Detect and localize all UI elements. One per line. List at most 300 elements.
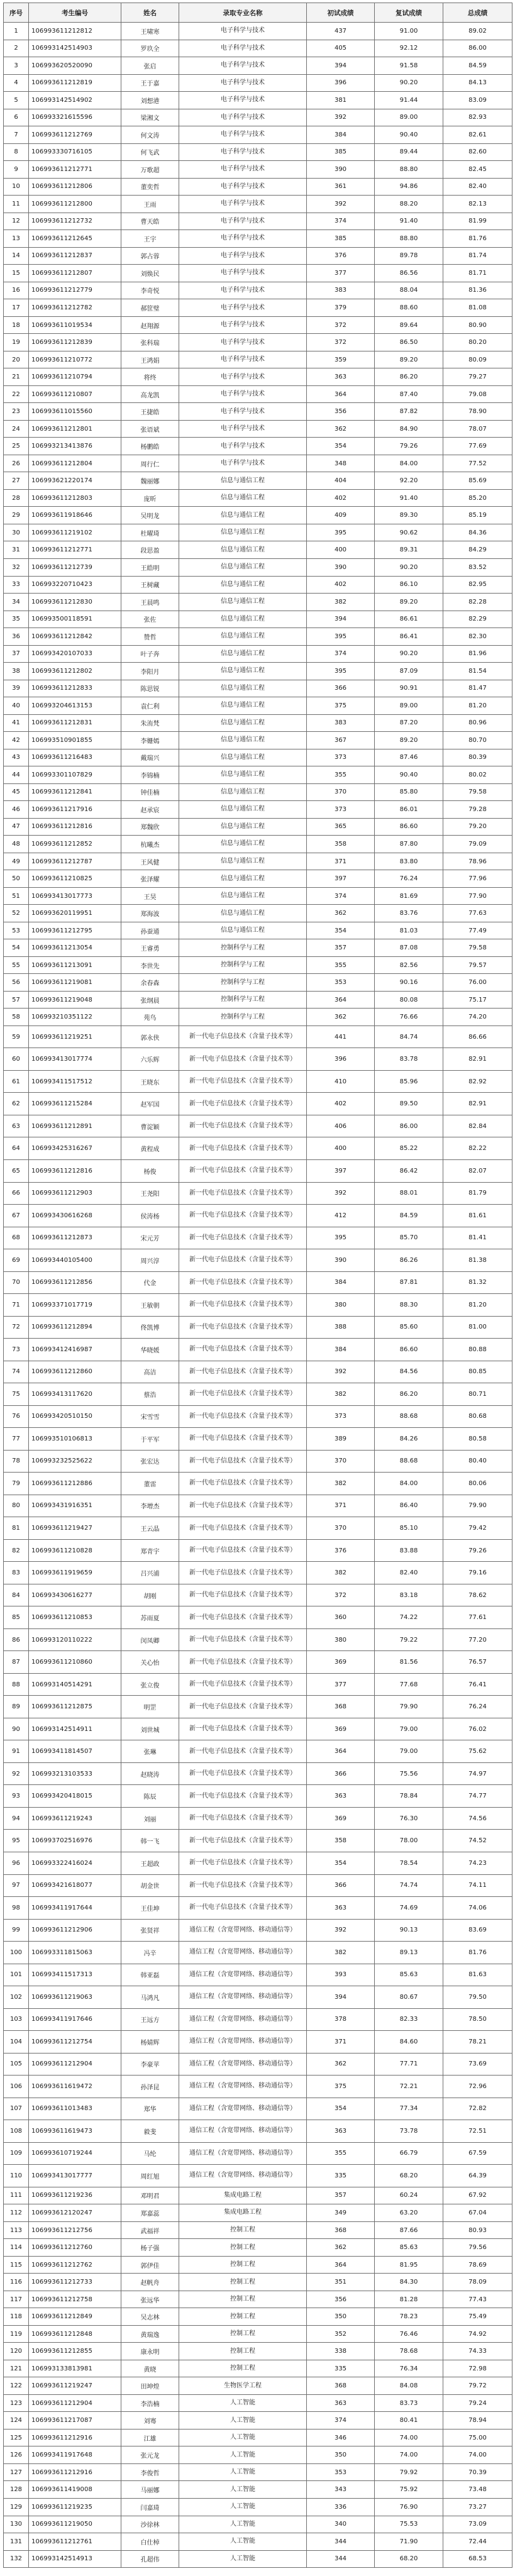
retest-score: 83.80 <box>375 853 443 870</box>
student-name: 段思盈 <box>121 541 179 559</box>
initial-score: 392 <box>307 109 375 126</box>
table-row <box>4 905 512 922</box>
total-score: 81.76 <box>443 1942 512 1964</box>
major-name: 人工智能 <box>179 2533 307 2551</box>
major-name: 信息与通信工程 <box>179 801 307 819</box>
row-index: 130 <box>4 2516 29 2533</box>
exam-number: 106993611212848 <box>29 2325 121 2343</box>
exam-number: 106993321615596 <box>29 109 121 126</box>
retest-score: 86.10 <box>375 576 443 594</box>
table-row <box>4 887 512 905</box>
student-name: 罗玖全 <box>121 40 179 57</box>
exam-number: 106993142514902 <box>29 92 121 109</box>
row-index: 48 <box>4 836 29 853</box>
total-score: 78.96 <box>443 853 512 870</box>
row-index: 116 <box>4 2274 29 2291</box>
retest-score: 84.30 <box>375 2274 443 2291</box>
table-row <box>4 351 512 368</box>
total-score: 84.13 <box>443 74 512 92</box>
major-name: 控制工程 <box>179 2221 307 2239</box>
total-score: 75.00 <box>443 2429 512 2446</box>
column-header-initial-score: 初试成绩 <box>307 3 375 23</box>
exam-number: 106993611212771 <box>29 541 121 559</box>
major-name: 新一代电子信息技术（含量子技术等） <box>179 1473 307 1495</box>
student-name: 王超政 <box>121 1852 179 1874</box>
row-index: 64 <box>4 1137 29 1160</box>
initial-score: 349 <box>307 2204 375 2222</box>
row-index: 80 <box>4 1495 29 1517</box>
row-index: 4 <box>4 74 29 92</box>
row-index: 36 <box>4 628 29 646</box>
major-name: 新一代电子信息技术（含量子技术等） <box>179 1495 307 1517</box>
exam-number: 106993611918646 <box>29 507 121 524</box>
student-name: 白仕棹 <box>121 2533 179 2551</box>
total-score: 76.57 <box>443 1651 512 1674</box>
major-name: 信息与通信工程 <box>179 922 307 939</box>
row-index: 29 <box>4 507 29 524</box>
total-score: 82.84 <box>443 1115 512 1137</box>
student-name: 马丽娜 <box>121 2481 179 2499</box>
major-name: 电子科学与技术 <box>179 265 307 282</box>
table-row <box>4 870 512 888</box>
student-name: 李姗嫣 <box>121 732 179 749</box>
row-index: 79 <box>4 1473 29 1495</box>
table-row <box>4 213 512 230</box>
table-row <box>4 489 512 507</box>
table-row <box>4 1115 512 1137</box>
table-row <box>4 991 512 1009</box>
student-name: 张泽耀 <box>121 870 179 888</box>
table-row <box>4 2446 512 2464</box>
exam-number: 106993621220174 <box>29 472 121 490</box>
retest-score: 91.00 <box>375 23 443 40</box>
row-index: 8 <box>4 143 29 161</box>
admission-table <box>3 3 512 2568</box>
initial-score: 375 <box>307 2076 375 2098</box>
row-index: 15 <box>4 265 29 282</box>
student-name: 马鸿凡 <box>121 1986 179 2009</box>
total-score: 82.22 <box>443 1137 512 1160</box>
student-name: 王树藏 <box>121 576 179 594</box>
major-name: 电子科学与技术 <box>179 299 307 317</box>
major-name: 新一代电子信息技术（含量子技术等） <box>179 1852 307 1874</box>
exam-number: 106993620520090 <box>29 57 121 75</box>
total-score: 83.69 <box>443 1919 512 1942</box>
initial-score: 374 <box>307 2412 375 2430</box>
exam-number: 106993611217087 <box>29 2412 121 2430</box>
retest-score: 74.69 <box>375 1897 443 1920</box>
total-score: 85.20 <box>443 489 512 507</box>
initial-score: 371 <box>307 1495 375 1517</box>
total-score: 79.28 <box>443 801 512 819</box>
retest-score: 82.56 <box>375 956 443 974</box>
retest-score: 88.68 <box>375 1405 443 1428</box>
table-row <box>4 1942 512 1964</box>
total-score: 77.43 <box>443 2291 512 2308</box>
retest-score: 89.00 <box>375 109 443 126</box>
total-score: 80.88 <box>443 1339 512 1361</box>
major-name: 通信工程（含宽带网络、移动通信等） <box>179 2031 307 2054</box>
retest-score: 66.79 <box>375 2142 443 2165</box>
table-row <box>4 2291 512 2308</box>
student-name: 周行仁 <box>121 455 179 472</box>
retest-score: 81.95 <box>375 2256 443 2274</box>
major-name: 信息与通信工程 <box>179 732 307 749</box>
retest-score: 79.90 <box>375 1696 443 1718</box>
retest-score: 85.60 <box>375 1316 443 1339</box>
student-name: 张启 <box>121 57 179 75</box>
student-name: 杭曦杰 <box>121 836 179 853</box>
initial-score: 441 <box>307 1025 375 1048</box>
student-name: 郑华 <box>121 2098 179 2120</box>
initial-score: 395 <box>307 663 375 680</box>
retest-score: 85.63 <box>375 1964 443 1986</box>
retest-score: 89.20 <box>375 351 443 368</box>
exam-number: 106993611212645 <box>29 230 121 248</box>
student-name: 赵帆舟 <box>121 2274 179 2291</box>
total-score: 67.92 <box>443 2187 512 2204</box>
table-row <box>4 766 512 784</box>
table-row <box>4 282 512 299</box>
exam-number: 106993611210853 <box>29 1606 121 1629</box>
retest-score: 79.00 <box>375 1740 443 1763</box>
retest-score: 73.78 <box>375 2120 443 2143</box>
major-name: 电子科学与技术 <box>179 351 307 368</box>
retest-score: 86.56 <box>375 265 443 282</box>
major-name: 电子科学与技术 <box>179 23 307 40</box>
initial-score: 363 <box>307 1897 375 1920</box>
exam-number: 106993611212812 <box>29 23 121 40</box>
row-index: 108 <box>4 2120 29 2143</box>
exam-number: 106993611212816 <box>29 818 121 836</box>
row-index: 105 <box>4 2053 29 2076</box>
student-name: 王宇 <box>121 230 179 248</box>
retest-score: 82.33 <box>375 2008 443 2031</box>
table-row <box>4 2187 512 2204</box>
initial-score: 371 <box>307 853 375 870</box>
initial-score: 344 <box>307 2550 375 2568</box>
row-index: 44 <box>4 766 29 784</box>
table-row <box>4 2429 512 2446</box>
exam-number: 106993142514913 <box>29 2550 121 2568</box>
table-row <box>4 1182 512 1205</box>
initial-score: 397 <box>307 1160 375 1183</box>
retest-score: 86.20 <box>375 1383 443 1406</box>
retest-score: 87.40 <box>375 385 443 403</box>
retest-score: 89.20 <box>375 732 443 749</box>
student-name: 高龙凯 <box>121 385 179 403</box>
total-score: 67.59 <box>443 2142 512 2165</box>
table-row <box>4 1160 512 1183</box>
exam-number: 106993611212841 <box>29 783 121 801</box>
major-name: 新一代电子信息技术（含量子技术等） <box>179 1651 307 1674</box>
exam-number: 106993611219251 <box>29 1025 121 1048</box>
row-index: 73 <box>4 1339 29 1361</box>
initial-score: 384 <box>307 1339 375 1361</box>
student-name: 李浩楠 <box>121 2394 179 2412</box>
student-name: 王皓明 <box>121 558 179 576</box>
row-index: 11 <box>4 196 29 213</box>
total-score: 80.93 <box>443 2221 512 2239</box>
major-name: 新一代电子信息技术（含量子技术等） <box>179 1070 307 1093</box>
student-name: 庞昕 <box>121 489 179 507</box>
initial-score: 363 <box>307 1785 375 1808</box>
student-name: 万歌超 <box>121 161 179 179</box>
major-name: 控制工程 <box>179 2325 307 2343</box>
exam-number: 106993204613153 <box>29 697 121 715</box>
row-index: 90 <box>4 1718 29 1740</box>
exam-number: 106993411917646 <box>29 2008 121 2031</box>
table-row <box>4 2221 512 2239</box>
retest-score: 88.30 <box>375 1294 443 1317</box>
total-score: 81.99 <box>443 213 512 230</box>
exam-number: 106993611212807 <box>29 265 121 282</box>
row-index: 103 <box>4 2008 29 2031</box>
initial-score: 395 <box>307 628 375 646</box>
major-name: 新一代电子信息技术（含量子技术等） <box>179 1606 307 1629</box>
major-name: 信息与通信工程 <box>179 887 307 905</box>
student-name: 张科瑞 <box>121 334 179 351</box>
exam-number: 106993420107033 <box>29 645 121 663</box>
retest-score: 72.21 <box>375 2076 443 2098</box>
student-name: 张宏达 <box>121 1450 179 1473</box>
table-row <box>4 732 512 749</box>
table-row <box>4 2325 512 2343</box>
student-name: 王远方 <box>121 2008 179 2031</box>
total-score: 79.58 <box>443 783 512 801</box>
retest-score: 78.54 <box>375 1852 443 1874</box>
table-row <box>4 783 512 801</box>
row-index: 53 <box>4 922 29 939</box>
row-index: 38 <box>4 663 29 680</box>
student-name: 杜曜琦 <box>121 524 179 541</box>
major-name: 通信工程（含宽带网络、移动通信等） <box>179 2098 307 2120</box>
retest-score: 86.61 <box>375 611 443 628</box>
major-name: 新一代电子信息技术（含量子技术等） <box>179 1696 307 1718</box>
exam-number: 106993371017719 <box>29 1294 121 1317</box>
major-name: 通信工程（含宽带网络、移动通信等） <box>179 2142 307 2165</box>
student-name: 朱洧梵 <box>121 714 179 732</box>
initial-score: 380 <box>307 1628 375 1651</box>
retest-score: 90.20 <box>375 645 443 663</box>
exam-number: 106993611213054 <box>29 939 121 957</box>
retest-score: 76.46 <box>375 2325 443 2343</box>
total-score: 81.38 <box>443 1249 512 1272</box>
table-row <box>4 1205 512 1227</box>
row-index: 2 <box>4 40 29 57</box>
major-name: 信息与通信工程 <box>179 836 307 853</box>
major-name: 人工智能 <box>179 2516 307 2533</box>
table-row <box>4 594 512 611</box>
initial-score: 405 <box>307 40 375 57</box>
major-name: 控制科学与工程 <box>179 939 307 957</box>
major-name: 电子科学与技术 <box>179 196 307 213</box>
retest-score: 86.41 <box>375 628 443 646</box>
retest-score: 89.31 <box>375 541 443 559</box>
exam-number: 106993611212904 <box>29 2053 121 2076</box>
exam-number: 106993611212816 <box>29 1160 121 1183</box>
retest-score: 80.08 <box>375 991 443 1009</box>
table-row <box>4 1473 512 1495</box>
exam-number: 106993412416987 <box>29 1339 121 1361</box>
major-name: 电子科学与技术 <box>179 143 307 161</box>
row-index: 26 <box>4 455 29 472</box>
table-row <box>4 368 512 386</box>
retest-score: 92.20 <box>375 472 443 490</box>
row-index: 39 <box>4 680 29 697</box>
initial-score: 340 <box>307 2516 375 2533</box>
row-index: 118 <box>4 2308 29 2326</box>
exam-number: 106993611215284 <box>29 1093 121 1115</box>
initial-score: 378 <box>307 2008 375 2031</box>
table-row <box>4 161 512 179</box>
initial-score: 392 <box>307 1919 375 1942</box>
initial-score: 389 <box>307 1428 375 1451</box>
major-name: 电子科学与技术 <box>179 455 307 472</box>
table-row <box>4 420 512 438</box>
student-name: 李俊哲 <box>121 2463 179 2481</box>
retest-score: 74.74 <box>375 1874 443 1897</box>
retest-score: 90.62 <box>375 524 443 541</box>
retest-score: 86.01 <box>375 801 443 819</box>
total-score: 82.07 <box>443 1160 512 1183</box>
total-score: 82.28 <box>443 594 512 611</box>
table-row <box>4 299 512 317</box>
student-name: 赵军国 <box>121 1093 179 1115</box>
major-name: 新一代电子信息技术（含量子技术等） <box>179 1182 307 1205</box>
student-name: 王睿勇 <box>121 939 179 957</box>
student-name: 袁仁利 <box>121 697 179 715</box>
exam-number: 106993611212758 <box>29 2291 121 2308</box>
retest-score: 79.00 <box>375 1718 443 1740</box>
exam-number: 106993611212787 <box>29 853 121 870</box>
table-row <box>4 403 512 421</box>
table-row <box>4 1874 512 1897</box>
initial-score: 368 <box>307 1696 375 1718</box>
major-name: 新一代电子信息技术（含量子技术等） <box>179 1405 307 1428</box>
retest-score: 90.40 <box>375 766 443 784</box>
initial-score: 368 <box>307 2377 375 2395</box>
row-index: 52 <box>4 905 29 922</box>
initial-score: 370 <box>307 1450 375 1473</box>
major-name: 电子科学与技术 <box>179 74 307 92</box>
exam-number: 106993425316267 <box>29 1137 121 1160</box>
row-index: 59 <box>4 1025 29 1048</box>
student-name: 刘丽 <box>121 1807 179 1830</box>
table-row <box>4 1830 512 1852</box>
student-name: 董奕哲 <box>121 178 179 196</box>
exam-number: 106993611210807 <box>29 385 121 403</box>
retest-score: 83.73 <box>375 2394 443 2412</box>
student-name: 王捷皓 <box>121 403 179 421</box>
exam-number: 106993142514911 <box>29 1718 121 1740</box>
initial-score: 356 <box>307 403 375 421</box>
row-index: 32 <box>4 558 29 576</box>
row-index: 25 <box>4 438 29 455</box>
initial-score: 353 <box>307 2463 375 2481</box>
student-name: 郑青宇 <box>121 1539 179 1562</box>
row-index: 30 <box>4 524 29 541</box>
exam-number: 106993611219235 <box>29 2499 121 2516</box>
student-name: 李增杰 <box>121 1495 179 1517</box>
major-name: 电子科学与技术 <box>179 161 307 179</box>
retest-score: 88.04 <box>375 282 443 299</box>
retest-score: 84.00 <box>375 1473 443 1495</box>
total-score: 75.62 <box>443 1740 512 1763</box>
exam-number: 106993430616268 <box>29 1205 121 1227</box>
student-name: 佟凯博 <box>121 1316 179 1339</box>
exam-number: 106993213103533 <box>29 1762 121 1785</box>
initial-score: 385 <box>307 230 375 248</box>
major-name: 新一代电子信息技术（含量子技术等） <box>179 1383 307 1406</box>
retest-score: 91.58 <box>375 57 443 75</box>
retest-score: 83.78 <box>375 1048 443 1071</box>
row-index: 100 <box>4 1942 29 1964</box>
total-score: 82.29 <box>443 611 512 628</box>
row-index: 122 <box>4 2377 29 2395</box>
initial-score: 364 <box>307 385 375 403</box>
total-score: 79.56 <box>443 2239 512 2257</box>
table-row <box>4 92 512 109</box>
table-row <box>4 2516 512 2533</box>
table-row <box>4 1852 512 1874</box>
exam-number: 106993611212855 <box>29 2343 121 2360</box>
total-score: 84.59 <box>443 57 512 75</box>
exam-number: 106993611212856 <box>29 1271 121 1294</box>
row-index: 50 <box>4 870 29 888</box>
exam-number: 106993610719244 <box>29 2142 121 2165</box>
exam-number: 106993611212860 <box>29 1361 121 1383</box>
table-row <box>4 74 512 92</box>
retest-score: 79.22 <box>375 1628 443 1651</box>
total-score: 72.51 <box>443 2120 512 2143</box>
table-row <box>4 2165 512 2187</box>
exam-number: 106993611212762 <box>29 2256 121 2274</box>
row-index: 34 <box>4 594 29 611</box>
exam-number: 106993611212916 <box>29 2429 121 2446</box>
exam-number: 106993611013483 <box>29 2098 121 2120</box>
retest-score: 85.22 <box>375 1137 443 1160</box>
initial-score: 392 <box>307 196 375 213</box>
total-score: 81.54 <box>443 663 512 680</box>
retest-score: 91.44 <box>375 92 443 109</box>
table-row <box>4 628 512 646</box>
student-name: 于平军 <box>121 1428 179 1451</box>
initial-score: 437 <box>307 23 375 40</box>
initial-score: 406 <box>307 1115 375 1137</box>
major-name: 人工智能 <box>179 2499 307 2516</box>
initial-score: 372 <box>307 1584 375 1606</box>
student-name: 周红旭 <box>121 2165 179 2187</box>
row-index: 83 <box>4 1562 29 1584</box>
student-name: 杨子强 <box>121 2239 179 2257</box>
row-index: 110 <box>4 2165 29 2187</box>
total-score: 74.77 <box>443 1785 512 1808</box>
retest-score: 74.22 <box>375 1606 443 1629</box>
initial-score: 336 <box>307 2499 375 2516</box>
initial-score: 395 <box>307 1227 375 1249</box>
total-score: 77.52 <box>443 455 512 472</box>
row-index: 28 <box>4 489 29 507</box>
table-row <box>4 1137 512 1160</box>
table-row <box>4 230 512 248</box>
major-name: 信息与通信工程 <box>179 472 307 490</box>
initial-score: 410 <box>307 1070 375 1093</box>
retest-score: 87.80 <box>375 836 443 853</box>
row-index: 121 <box>4 2360 29 2377</box>
retest-score: 68.20 <box>375 2165 443 2187</box>
major-name: 信息与通信工程 <box>179 663 307 680</box>
